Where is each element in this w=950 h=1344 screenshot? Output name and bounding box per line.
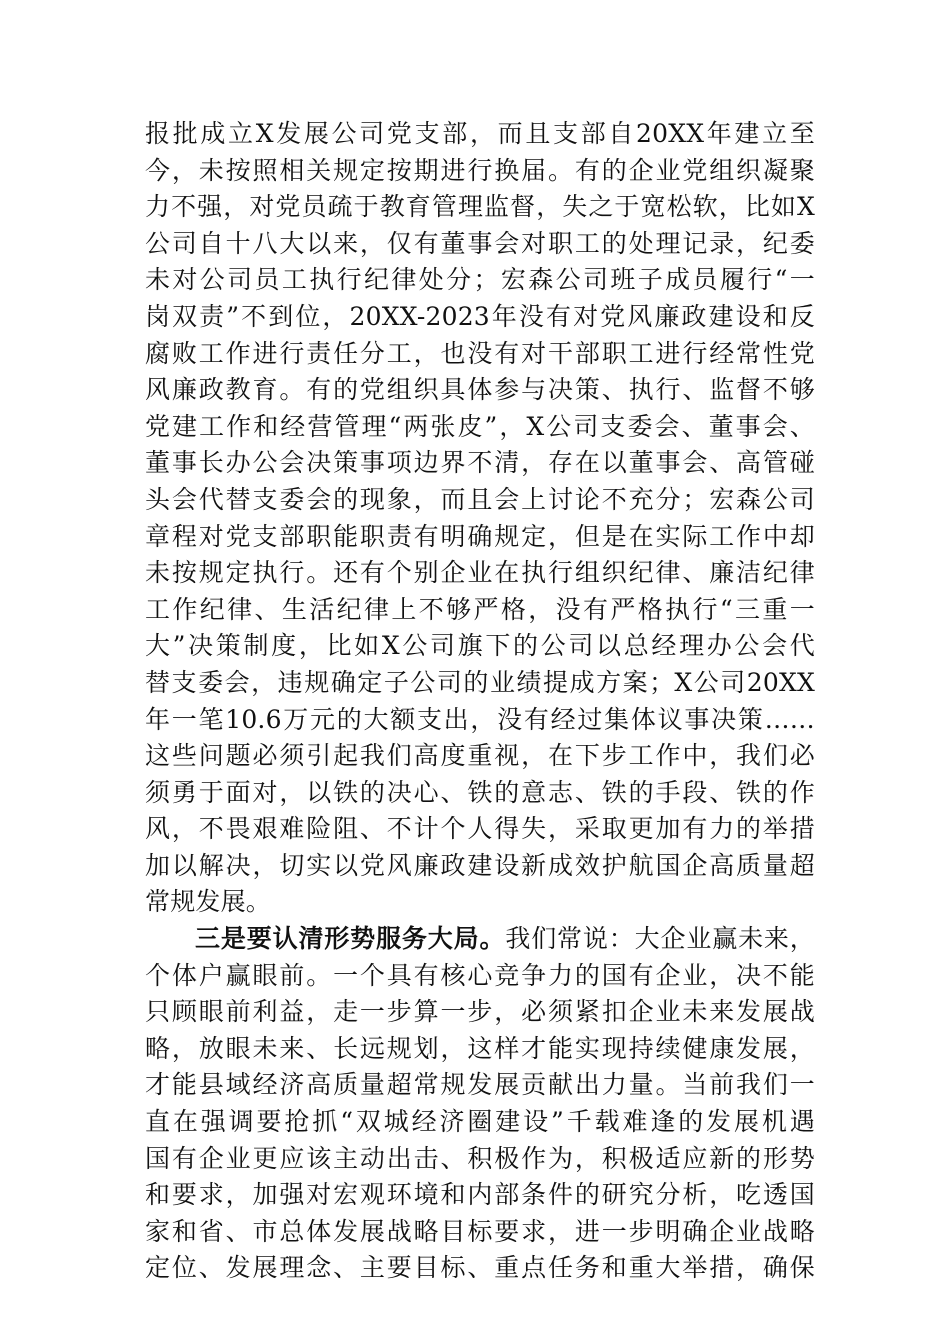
text-line: 替支委会，违规确定子公司的业绩提成方案；X公司20XX xyxy=(145,667,815,697)
text-line: 只顾眼前利益，走一步算一步，必须紧扣企业未来发展战 xyxy=(145,997,815,1027)
text-line: 董事长办公会决策事项边界不清，存在以董事会、高管碰 xyxy=(145,448,815,478)
text-line: 大”决策制度，比如X公司旗下的公司以总经理办公会代 xyxy=(145,631,815,661)
paragraph-first-line xyxy=(145,921,815,958)
text-line: 年一笔10.6万元的大额支出，没有经过集体议事决策…… xyxy=(145,704,815,734)
text-line: 须勇于面对，以铁的决心、铁的意志、铁的手段、铁的作 xyxy=(145,777,815,807)
text-line: 常规发展。 xyxy=(145,887,272,917)
text-line: 风廉政教育。有的党组织具体参与决策、执行、监督不够 xyxy=(145,375,815,405)
text-line: 力不强，对党员疏于教育管理监督，失之于宽松软，比如X xyxy=(145,192,815,222)
text-line: 工作纪律、生活纪律上不够严格，没有严格执行“三重一 xyxy=(145,594,815,624)
text-line: 才能县域经济高质量超常规发展贡献出力量。当前我们一 xyxy=(145,1070,815,1100)
text-line: 风，不畏艰难险阻、不计个人得失，采取更加有力的举措 xyxy=(145,814,815,844)
text-line: 章程对党支部职能职责有明确规定，但是在实际工作中却 xyxy=(145,521,815,551)
text-line: 直在强调要抢抓“双城经济圈建设”千载难逢的发展机遇 xyxy=(145,1107,815,1137)
paragraph-2 xyxy=(145,921,815,1287)
text-line: 个体户赢眼前。一个具有核心竞争力的国有企业，决不能 xyxy=(145,960,815,990)
text-line: 头会代替支委会的现象，而且会上讨论不充分；宏森公司 xyxy=(145,484,815,514)
text-line: 党建工作和经营管理“两张皮”，X公司支委会、董事会、 xyxy=(145,411,815,441)
paragraph-1 xyxy=(145,116,815,921)
text-line: 岗双责”不到位，20XX-2023年没有对党风廉政建设和反 xyxy=(145,301,815,331)
text-line: 加以解决，切实以党风廉政建设新成效护航国企高质量超 xyxy=(145,850,815,880)
text-line: 未按规定执行。还有个别企业在执行组织纪律、廉洁纪律 xyxy=(145,558,815,588)
text-line: 家和省、市总体发展战略目标要求，进一步明确企业战略 xyxy=(145,1216,815,1246)
text-line: 报批成立X发展公司党支部，而且支部自20XX年建立至 xyxy=(145,119,815,148)
text-line: 这些问题必须引起我们高度重视，在下步工作中，我们必 xyxy=(145,741,815,771)
text-line: 和要求，加强对宏观环境和内部条件的研究分析，吃透国 xyxy=(145,1180,815,1210)
section-heading: 三是要认清形势服务大局。 xyxy=(195,924,506,954)
document-page xyxy=(145,116,815,1287)
text-line: 今，未按照相关规定按期进行换届。有的企业党组织凝聚 xyxy=(145,155,815,185)
text-line: 定位、发展理念、主要目标、重点任务和重大举措，确保 xyxy=(145,1253,815,1283)
text-line: 国有企业更应该主动出击、积极作为，积极适应新的形势 xyxy=(145,1143,815,1173)
text-line: 公司自十八大以来，仅有董事会对职工的处理记录，纪委 xyxy=(145,228,815,258)
text-span: 我们常说：大企业赢未来， xyxy=(505,924,815,954)
text-line: 略，放眼未来、长远规划，这样才能实现持续健康发展， xyxy=(145,1033,815,1063)
text-line: 未对公司员工执行纪律处分；宏森公司班子成员履行“一 xyxy=(145,265,815,295)
text-line: 腐败工作进行责任分工，也没有对干部职工进行经常性党 xyxy=(145,338,815,368)
